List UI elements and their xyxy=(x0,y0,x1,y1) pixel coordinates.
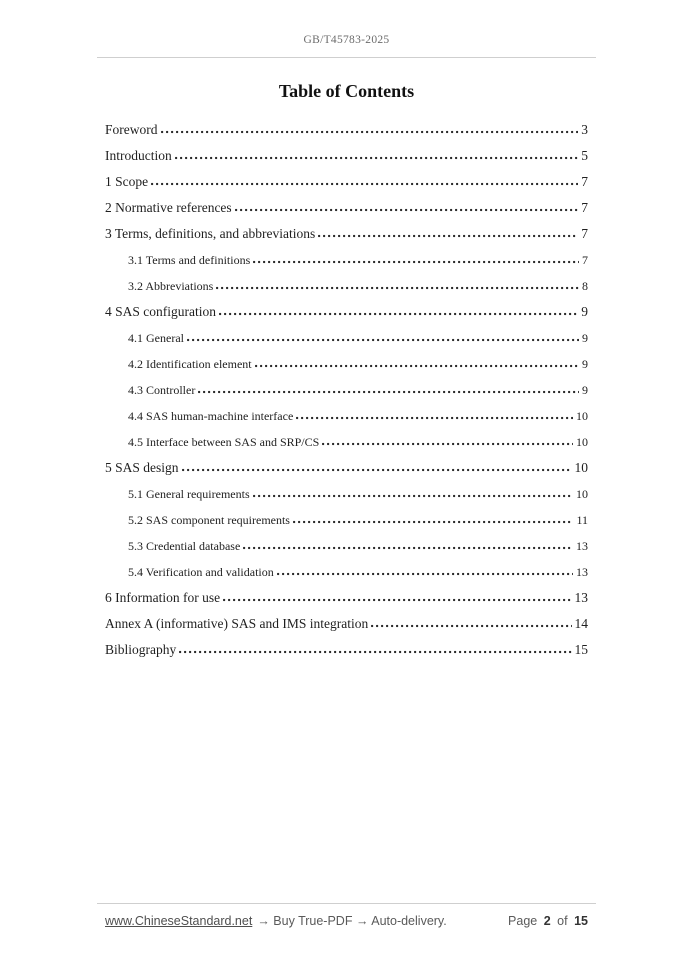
toc-entry[interactable] xyxy=(105,299,588,325)
toc-page-number: 9 xyxy=(582,357,588,371)
dot-leader xyxy=(255,364,579,368)
dot-leader xyxy=(187,338,579,342)
toc-entry[interactable] xyxy=(105,273,588,299)
page-indicator xyxy=(505,914,588,928)
toc-page-number: 9 xyxy=(582,383,588,397)
toc-list xyxy=(105,117,588,663)
dot-leader xyxy=(175,156,579,160)
toc-entry[interactable] xyxy=(105,325,588,351)
toc-entry-label: Annex A (informative) SAS and IMS integration xyxy=(105,616,369,631)
toc-page-number: 14 xyxy=(574,616,588,631)
toc-page-number: 10 xyxy=(576,487,588,501)
dot-leader xyxy=(243,546,573,550)
dot-leader xyxy=(179,650,571,654)
toc-page-number: 9 xyxy=(582,331,588,345)
total-pages-number: 15 xyxy=(574,914,588,928)
toc-entry[interactable] xyxy=(105,507,588,533)
toc-page-number: 10 xyxy=(576,409,588,423)
toc-page-number: 9 xyxy=(581,304,588,319)
toc-page-number: 7 xyxy=(582,253,588,267)
dot-leader xyxy=(216,286,579,290)
toc-page-number: 13 xyxy=(574,590,588,605)
toc-entry-label: 2 Normative references xyxy=(105,200,232,215)
dot-leader xyxy=(253,260,579,264)
toc-page-number: 11 xyxy=(576,513,588,527)
page-word: Page xyxy=(508,914,538,928)
toc-entry-label: 3.1 Terms and definitions xyxy=(128,253,251,267)
toc-entry[interactable] xyxy=(105,637,588,663)
page-title: Table of Contents xyxy=(278,81,415,101)
toc-page-number: 8 xyxy=(582,279,588,293)
footer-divider xyxy=(97,903,596,904)
footer-left xyxy=(105,914,447,928)
dot-leader xyxy=(151,182,578,186)
dot-leader xyxy=(253,494,573,498)
dot-leader xyxy=(182,468,572,472)
toc-entry-label: 5.4 Verification and validation xyxy=(128,565,274,579)
toc-entry-label: 3.2 Abbreviations xyxy=(128,279,214,293)
toc-entry[interactable] xyxy=(105,429,588,455)
toc-page-number: 7 xyxy=(581,174,588,189)
toc-entry[interactable] xyxy=(105,585,588,611)
dot-leader xyxy=(198,390,579,394)
toc-entry[interactable] xyxy=(105,559,588,585)
dot-leader xyxy=(296,416,573,420)
dot-leader xyxy=(223,598,571,602)
page-footer xyxy=(105,914,588,928)
toc-entry-label: Introduction xyxy=(105,148,172,163)
toc-entry-label: 5.1 General requirements xyxy=(128,487,250,501)
toc-entry[interactable] xyxy=(105,377,588,403)
dot-leader xyxy=(161,130,579,134)
toc-entry-label: 3 Terms, definitions, and abbreviations xyxy=(105,226,316,241)
toc-entry-label: 4.2 Identification element xyxy=(128,357,252,371)
toc-entry-label: 4.4 SAS human-machine interface xyxy=(128,409,294,423)
dot-leader xyxy=(219,312,578,316)
toc-entry-label: 1 Scope xyxy=(105,174,149,189)
toc-entry[interactable] xyxy=(105,403,588,429)
toc-page-number: 10 xyxy=(576,435,588,449)
dot-leader xyxy=(235,208,579,212)
toc-page-number: 15 xyxy=(574,642,588,657)
toc-entry-label: 4.5 Interface between SAS and SRP/CS xyxy=(128,435,320,449)
footer-link[interactable]: www.ChineseStandard.net xyxy=(105,914,253,928)
toc-entry[interactable] xyxy=(105,117,588,143)
toc-entry[interactable] xyxy=(105,611,588,637)
toc-page-number: 13 xyxy=(576,539,588,553)
dot-leader xyxy=(322,442,573,446)
toc-entry-label: 5 SAS design xyxy=(105,460,179,475)
toc-entry[interactable] xyxy=(105,455,588,481)
toc-entry-label: 4 SAS configuration xyxy=(105,304,216,319)
header-divider xyxy=(97,57,596,58)
doc-number: GB/T45783-2025 xyxy=(303,34,390,46)
current-page-number: 2 xyxy=(543,914,551,928)
dot-leader xyxy=(293,520,573,524)
toc-page-number: 10 xyxy=(574,460,588,475)
toc-entry-label: 4.1 General xyxy=(128,331,184,345)
toc-entry[interactable] xyxy=(105,221,588,247)
toc-entry-label: 5.3 Credential database xyxy=(128,539,241,553)
toc-entry-label: 6 Information for use xyxy=(105,590,221,605)
toc-entry[interactable] xyxy=(105,143,588,169)
toc-page-number: 7 xyxy=(581,200,588,215)
toc-entry-label: Bibliography xyxy=(105,642,177,657)
toc-entry[interactable] xyxy=(105,533,588,559)
toc-entry-label: 5.2 SAS component requirements xyxy=(128,513,290,527)
dot-leader xyxy=(277,572,573,576)
toc-page-number: 13 xyxy=(576,565,588,579)
toc-page-number: 5 xyxy=(581,148,588,163)
of-word: of xyxy=(557,914,568,928)
toc-entry-label: Foreword xyxy=(105,122,158,137)
dot-leader xyxy=(371,624,571,628)
toc-page-number: 3 xyxy=(581,122,588,137)
toc-entry[interactable] xyxy=(105,247,588,273)
toc-entry[interactable] xyxy=(105,481,588,507)
toc-entry[interactable] xyxy=(105,351,588,377)
toc-entry[interactable] xyxy=(105,169,588,195)
toc-page-number: 7 xyxy=(581,226,588,241)
dot-leader xyxy=(318,234,578,238)
footer-tagline: → Buy True-PDF → Auto-delivery. xyxy=(257,914,447,928)
toc-entry-label: 4.3 Controller xyxy=(128,383,196,397)
toc-entry[interactable] xyxy=(105,195,588,221)
